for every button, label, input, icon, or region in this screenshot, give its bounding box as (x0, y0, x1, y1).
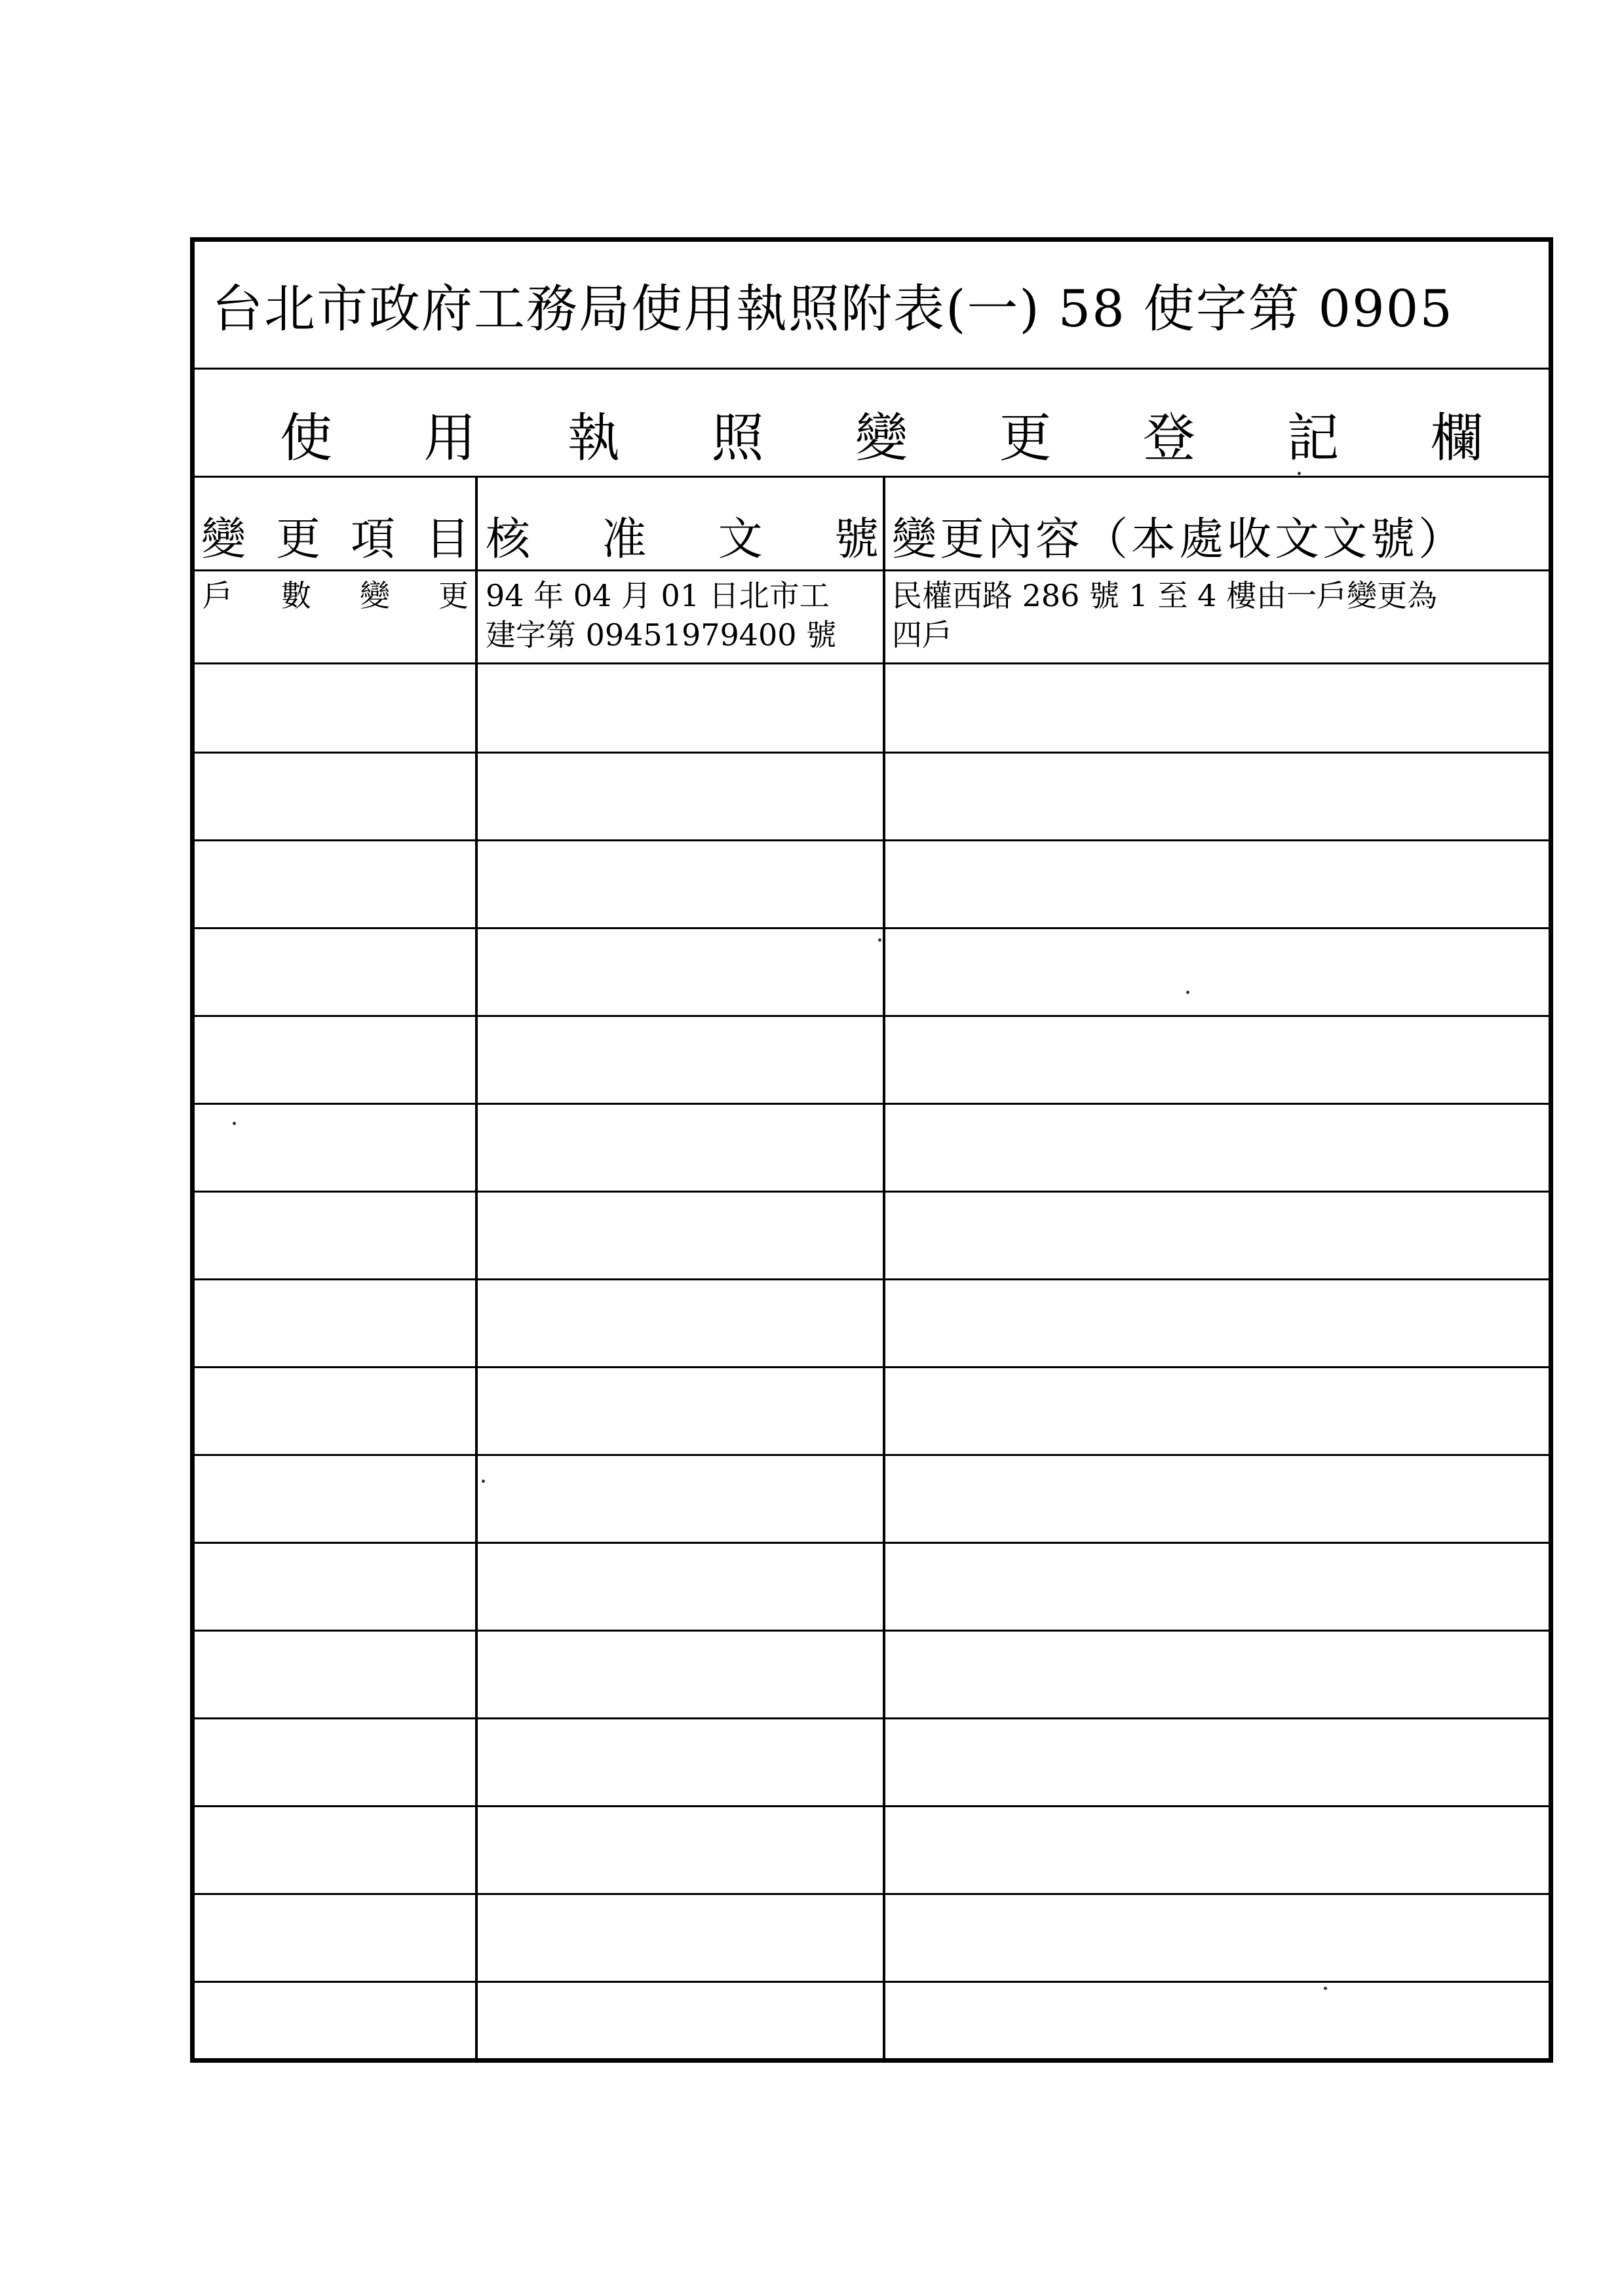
scan-speck (482, 1480, 485, 1483)
row-line (195, 1717, 1549, 1719)
scan-speck (1298, 472, 1301, 475)
row-line (195, 927, 1549, 929)
scan-speck (1324, 1987, 1327, 1990)
title-row (195, 242, 1549, 370)
banner-row (195, 370, 1549, 478)
column-divider (883, 478, 885, 2058)
header-char: 更 (275, 514, 320, 565)
banner-char: 使 (280, 408, 332, 469)
banner-char: 照 (711, 408, 764, 469)
header-char: 號 (834, 514, 879, 565)
change-table (195, 478, 1549, 2058)
row-line (195, 1103, 1549, 1105)
entry-approval-number (486, 576, 879, 655)
row-line (195, 1981, 1549, 1983)
scan-speck (878, 938, 881, 942)
row-line (195, 752, 1549, 754)
header-text: 變更內容（本處收文文號） (892, 514, 1467, 565)
item-char: 變 (360, 578, 390, 613)
column-divider (475, 478, 478, 2058)
header-approval-number (486, 504, 879, 567)
item-char: 戶 (202, 578, 233, 613)
banner-heading (280, 396, 1483, 471)
item-char: 更 (438, 578, 469, 613)
entry-change-content (892, 576, 1547, 655)
banner-char: 更 (999, 408, 1052, 469)
scan-speck (233, 1122, 236, 1125)
header-char: 文 (718, 514, 763, 565)
header-char: 項 (350, 514, 395, 565)
header-change-item (201, 504, 470, 567)
row-line (195, 1630, 1549, 1632)
row-line (195, 1542, 1549, 1544)
row-line (195, 1191, 1549, 1193)
banner-char: 用 (423, 408, 476, 469)
header-char: 變 (201, 514, 246, 565)
header-change-content (892, 504, 1547, 567)
header-char: 准 (602, 514, 647, 565)
form-title: 台北市政府工務局使用執照附表(一) 58 使字第 0905 (212, 280, 1454, 339)
item-char: 數 (281, 578, 311, 613)
row-line (195, 1893, 1549, 1895)
row-line (195, 839, 1549, 841)
banner-char: 記 (1286, 408, 1340, 469)
header-char: 目 (425, 514, 470, 565)
banner-char: 執 (568, 408, 620, 469)
row-line (195, 1454, 1549, 1456)
banner-char: 登 (1143, 408, 1195, 469)
banner-char: 變 (855, 408, 908, 469)
content-line: 四戶 (892, 617, 952, 653)
row-line (195, 1015, 1549, 1017)
approval-line: 94 年 04 月 01 日北市工 (486, 578, 830, 613)
row-line (195, 1805, 1549, 1807)
entry-change-item (202, 576, 469, 615)
row-line (195, 569, 1549, 571)
row-line (195, 1366, 1549, 1368)
banner-char: 欄 (1431, 408, 1483, 469)
content-line: 民權西路 286 號 1 至 4 樓由一戶變更為 (892, 578, 1438, 613)
row-line (195, 662, 1549, 664)
approval-line: 建字第 09451979400 號 (486, 617, 837, 653)
header-char: 核 (486, 514, 531, 565)
form-frame (190, 237, 1553, 2063)
row-line (195, 1278, 1549, 1280)
scan-speck (1186, 991, 1189, 994)
